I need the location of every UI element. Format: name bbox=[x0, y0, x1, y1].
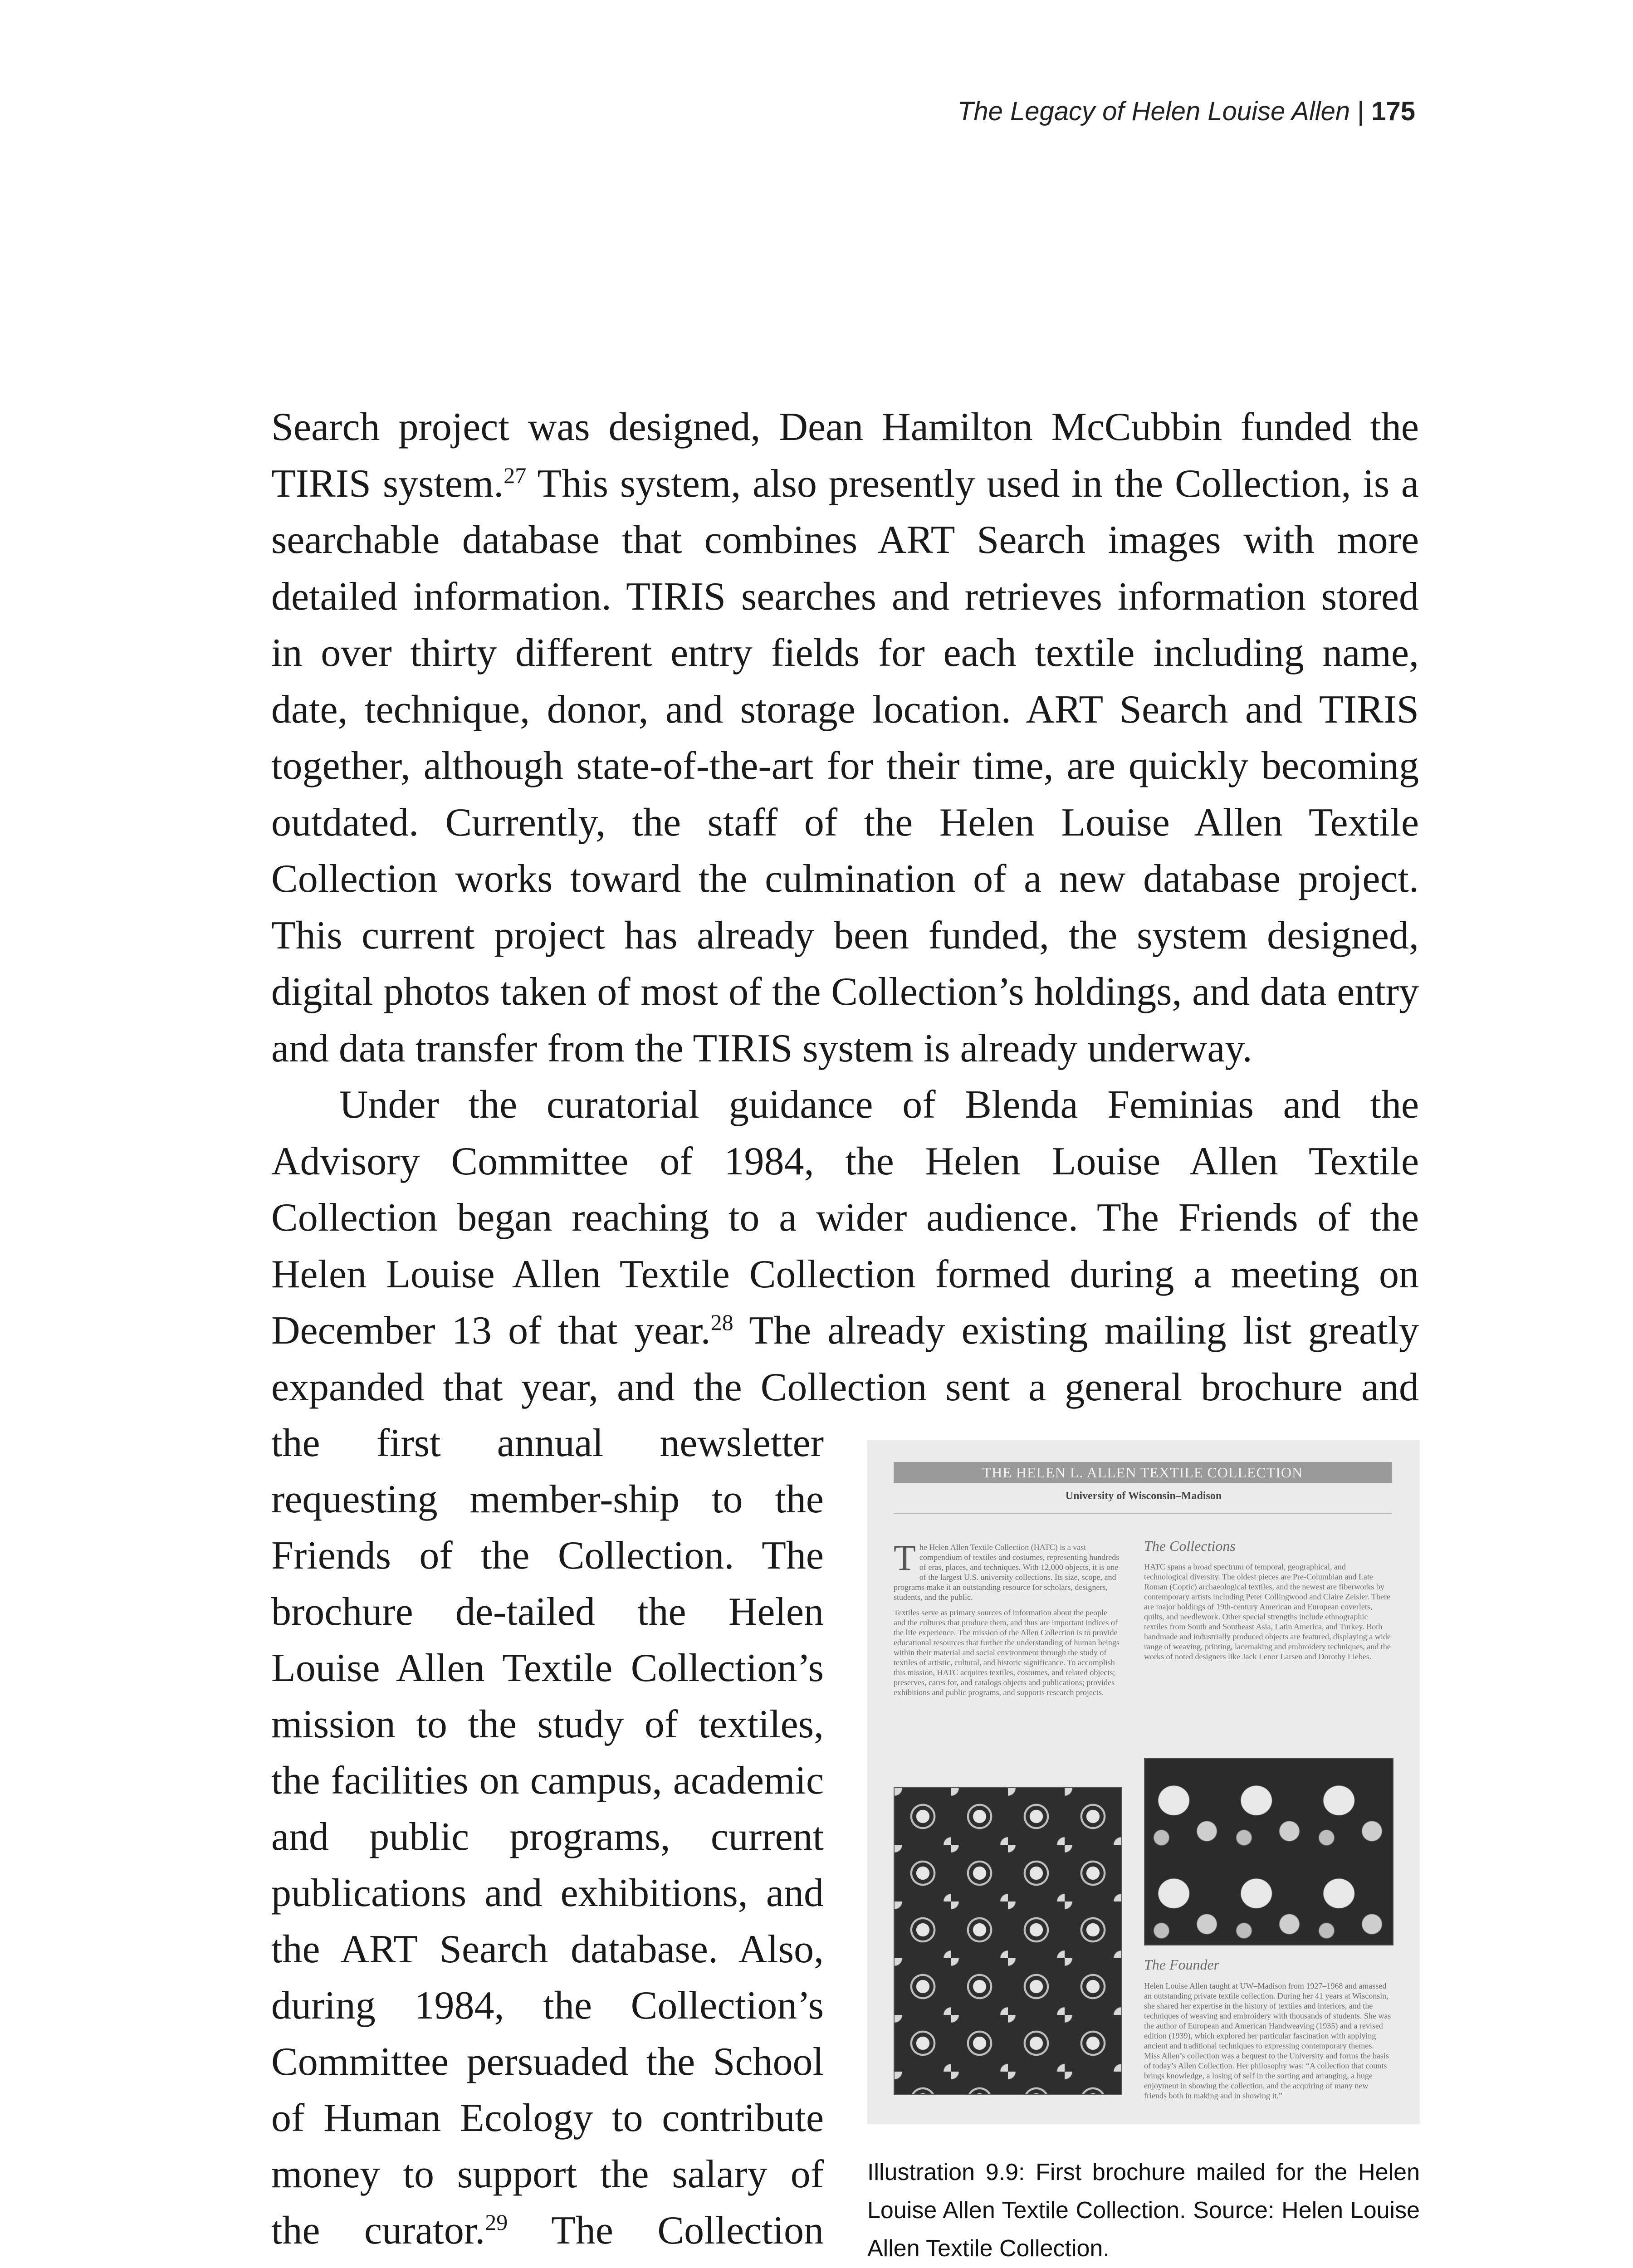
brochure-subtitle: University of Wisconsin–Madison bbox=[1065, 1490, 1222, 1502]
brochure-intro bbox=[894, 1538, 1120, 1703]
footnote-ref: 29 bbox=[485, 2209, 508, 2235]
text-line: detailed information. TIRIS searches and retrieves information stored bbox=[271, 574, 1419, 619]
page-number: 175 bbox=[1371, 97, 1415, 126]
text-line: the curator. bbox=[271, 2209, 485, 2253]
column-line: brochure de-tailed the Helen bbox=[271, 1590, 824, 1634]
text-line: This current project has already been funded, the system designed, bbox=[271, 913, 1419, 958]
text-line: Helen Louise Allen Textile Collection formed during a meeting on bbox=[271, 1252, 1419, 1296]
brochure-dropcap: T bbox=[894, 1538, 916, 1578]
column-line bbox=[271, 2203, 824, 2259]
column-line: Friends of the Collection. The bbox=[271, 1534, 824, 1578]
column-line: requesting member-ship to the bbox=[271, 1477, 824, 1521]
text-line: is a searchable database that combines ART Search images with more bbox=[271, 461, 1419, 562]
text-line: in over thirty different entry fields for each textile including name, bbox=[271, 631, 1419, 675]
text-line: entry and data transfer from the TIRIS system is already underway. bbox=[271, 970, 1419, 1070]
column-line: money to support the salary of bbox=[271, 2152, 824, 2196]
wrapped-text-column bbox=[271, 1415, 824, 2259]
text-line: together, although state-of-the-art for their time, are quickly becoming bbox=[271, 744, 1419, 788]
text-line: Under the curatorial guidance of Blenda Feminias and the bbox=[339, 1083, 1419, 1127]
brochure-collections-heading: The Collections bbox=[1144, 1538, 1236, 1554]
paragraph-1 bbox=[271, 399, 1419, 1077]
text-line: December 13 of that year. bbox=[271, 1309, 711, 1353]
column-line: the first annual newsletter bbox=[271, 1421, 824, 1465]
footnote-ref: 27 bbox=[504, 462, 527, 488]
text-line: Advisory Committee of 1984, the Helen Louise Allen Textile bbox=[271, 1139, 1419, 1183]
column-line: the facilities on campus, academic bbox=[271, 1759, 824, 1803]
brochure-intro-text-2: Textiles serve as primary sources of information about the people and the cultures that produce them, and thus are important indices of the life experience. The mission of the Allen Collection is to provide educational resources that further the understanding of human beings within their material and social environment through the study of textiles of artistic, cultural, and historic significance. To accomplish this mission, HATC acquires textiles, costumes, and related objects; preserves, cares for, and catalogs objects and publications; provides exhibitions and public programs, and supports research projects. bbox=[894, 1608, 1120, 1697]
text-line: date, technique, donor, and storage location. ART Search and TIRIS bbox=[271, 687, 1419, 732]
text-line: The already existing mailing list greatly bbox=[733, 1309, 1419, 1353]
column-line: and public programs, current bbox=[271, 1815, 824, 1859]
brochure-image bbox=[867, 1440, 1420, 2124]
text-line: expanded that year, and the Collection sent a general brochure and bbox=[271, 1365, 1419, 1409]
brochure-rule bbox=[894, 1513, 1392, 1514]
column-line: publications and exhibitions, and bbox=[271, 1871, 824, 1915]
column-line: Louise Allen Textile Collection’s bbox=[271, 1646, 824, 1690]
brochure-founder-text: Helen Louise Allen taught at UW–Madison from 1927–1968 and amassed an outstanding private textile collection. During her 41 years at Wisconsin, she shared her expertise in the history of textiles and interiors, and the techniques of weaving and embroidery with thousands of students. She was the author of European and American Handweaving (1935) and a revised edition (1939), which explored her particular fascination with applying ancient and traditional techniques to expressing contemporary themes. Miss Allen’s collection was a bequest to the University and forms the basis of today’s Allen Collection. Her philosophy was: “A collection that counts brings knowledge, a losing of self in the sorting and arranging, a huge enjoyment in showing the collection, and the acquiring of many new friends both in making and in showing it.” bbox=[1144, 1981, 1391, 2100]
illustration-figure bbox=[867, 1440, 1420, 2268]
text-line: This system, also presently used in the Collection, bbox=[526, 461, 1351, 506]
figure-caption: Illustration 9.9: First brochure mailed for the Helen Louise Allen Textile Collection. Source: Helen Louise Allen Textile Collection. bbox=[867, 2159, 1420, 2262]
brochure-banner: THE HELEN L. ALLEN TEXTILE COLLECTION bbox=[894, 1462, 1392, 1483]
running-header-separator: | bbox=[1357, 97, 1364, 126]
column-line: during 1984, the Collection’s bbox=[271, 1984, 824, 2028]
brochure-intro-text: he Helen Allen Textile Collection (HATC) is a vast compendium of textiles and costumes, representing hundreds of eras, places, and techniques. With 12,000 objects, it is one of the largest U.S. university collections. Its size, scope, and programs make it an outstanding resource for scholars, designers, students, and the public. bbox=[894, 1543, 1120, 1602]
text-line: outdated. Currently, the staff of the Helen Louise Allen Textile bbox=[271, 800, 1419, 845]
running-header-title: The Legacy of Helen Louise Allen bbox=[957, 97, 1350, 126]
textile-photo-birds bbox=[1144, 1758, 1393, 1945]
running-header bbox=[958, 96, 1415, 127]
footnote-ref: 28 bbox=[710, 1310, 733, 1335]
textile-photo-coverlet bbox=[894, 1787, 1122, 2095]
column-line: the ART Search database. Also, bbox=[271, 1927, 824, 1971]
column-line: mission to the study of textiles, bbox=[271, 1702, 824, 1746]
column-line: of Human Ecology to contribute bbox=[271, 2096, 824, 2140]
text-line: Collection works toward the culmination of a new database project. bbox=[271, 857, 1419, 901]
text-line: digital photos taken of most of the Collection’s holdings, and data bbox=[271, 970, 1327, 1014]
text-line: Search project was designed, Dean Hamilton McCubbin funded the bbox=[271, 405, 1419, 449]
text-line: Collection began reaching to a wider audience. The Friends of the bbox=[271, 1196, 1419, 1240]
brochure-collections-text: HATC spans a broad spectrum of temporal, geographical, and technological diversity. The oldest pieces are Pre-Columbian and Late Roman (Coptic) archaeological textiles, and the newest are fiberworks by contemporary artists including Peter Collingwood and Claire Zeisler. There are major holdings of 19th-century American and European coverlets, quilts, and needlework. Other special strengths include ethnographic textiles from South and Southeast Asia, Latin America, and Turkey. Both handmade and industrially produced objects are featured, displaying a wide range of weaving, printing, lacemaking and embroidery techniques, and the works of noted designers like Jack Lenor Larsen and Dorothy Liebes. bbox=[1144, 1562, 1391, 1661]
text-line: TIRIS system. bbox=[271, 461, 504, 506]
column-line: Committee persuaded the School bbox=[271, 2040, 824, 2084]
brochure-founder-heading: The Founder bbox=[1144, 1956, 1220, 1973]
paragraph-2 bbox=[271, 1077, 1419, 1416]
text-line: The Collection bbox=[508, 2209, 824, 2253]
body-text bbox=[271, 399, 1419, 1416]
